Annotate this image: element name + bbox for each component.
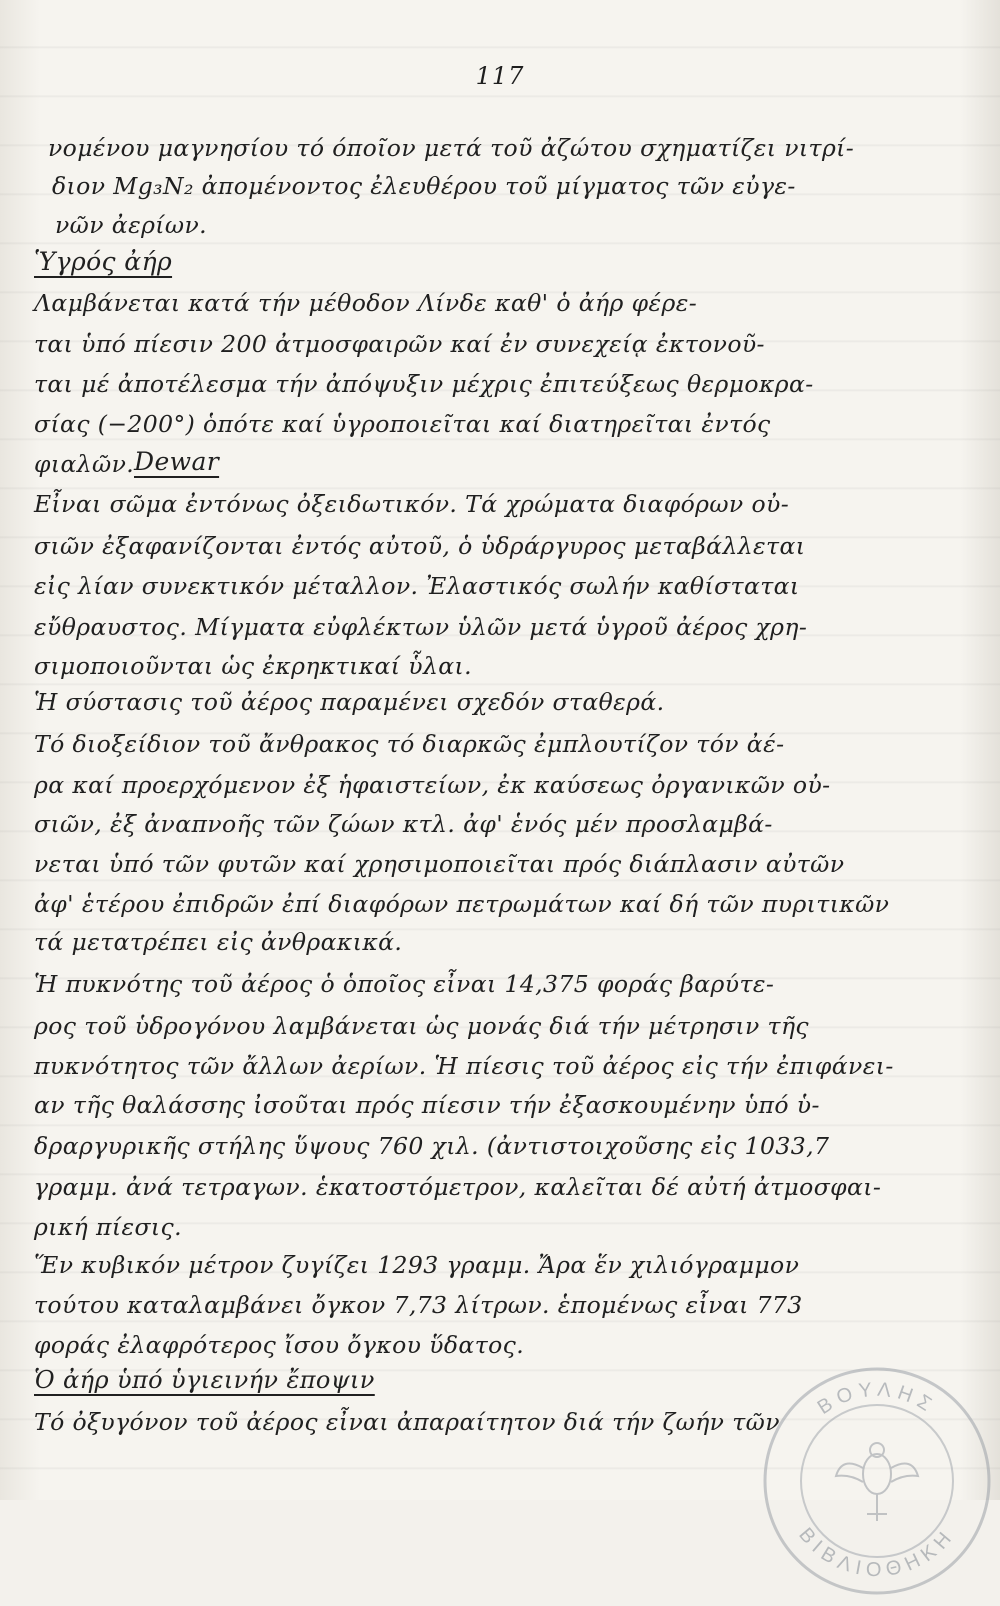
text-line: πυκνότητος τῶν ἄλλων ἀερίων. Ἡ πίεσις τοῦ ἀέρος εἰς τήν ἐπιφάνει- (34, 1052, 894, 1080)
svg-text:ΒΙΒΛΙΟΘΗΚΗ (794, 1524, 959, 1581)
text-line: τά μετατρέπει εἰς ἀνθρακικά. (34, 928, 403, 956)
text-line: Λαμβάνεται κατά τήν μέθοδον Λίνδε καθ' ὁ ἀήρ φέρε- (34, 289, 698, 317)
library-stamp (752, 1356, 1000, 1606)
text-line: σίας (−200°) ὁπότε καί ὑγροποιεῖται καί διατηρεῖται ἐντός (34, 410, 771, 438)
text-line: ρος τοῦ ὑδρογόνου λαμβάνεται ὡς μονάς διά τήν μέτρησιν τῆς (34, 1012, 809, 1040)
text-line: δραργυρικῆς στήλης ὕψους 760 χιλ. (ἀντιστοιχοῦσης εἰς 1033,7 (34, 1132, 830, 1160)
text-line: Τό διοξείδιον τοῦ ἄνθρακος τό διαρκῶς ἐμπλουτίζον τόν ἀέ- (34, 730, 785, 758)
text-line: νεται ὑπό τῶν φυτῶν καί χρησιμοποιεῖται πρός διάπλασιν αὐτῶν (34, 850, 845, 878)
text-line: τούτου καταλαμβάνει ὄγκον 7,73 λίτρων. ἑπομένως εἶναι 773 (34, 1291, 803, 1319)
text-line: Ἡ σύστασις τοῦ ἀέρος παραμένει σχεδόν σταθερά. (34, 688, 665, 716)
section-heading: Dewar (134, 447, 220, 476)
text-line: γραμμ. ἀνά τετραγων. ἑκατοστόμετρον, καλεῖται δέ αὐτή ἀτμοσφαι- (34, 1173, 882, 1201)
text-line: ται μέ ἀποτέλεσμα τήν ἀπόψυξιν μέχρις ἐπιτεύξεως θερμοκρα- (34, 370, 814, 398)
text-line: νῶν ἀερίων. (55, 211, 208, 239)
text-line: Εἶναι σῶμα ἐντόνως ὀξειδωτικόν. Τά χρώματα διαφόρων οὐ- (34, 490, 790, 518)
stamp-top-text: ΒΟΥΛΗΣ (813, 1378, 941, 1419)
text-line: εὔθραυστος. Μίγματα εὐφλέκτων ὑλῶν μετά ὑγροῦ ἀέρος χρη- (34, 613, 808, 641)
text-line: σιμοποιοῦνται ὡς ἐκρηκτικαί ὗλαι. (34, 652, 472, 680)
text-line: Ἕν κυβικόν μέτρον ζυγίζει 1293 γραμμ. Ἄρα ἕν χιλιόγραμμον (34, 1251, 800, 1279)
text-line: ται ὑπό πίεσιν 200 ἀτμοσφαιρῶν καί ἐν συνεχείᾳ ἐκτονοῦ- (34, 330, 765, 358)
text-line: Τό ὀξυγόνον τοῦ ἀέρος εἶναι ἀπαραίτητον διά τήν ζωήν τῶν (34, 1408, 780, 1436)
stamp-bottom-text: ΒΙΒΛΙΟΘΗΚΗ (794, 1523, 960, 1582)
text-line: ρα καί προερχόμενον ἐξ ἡφαιστείων, ἐκ καύσεως ὀργανικῶν οὐ- (34, 771, 831, 799)
text-line: αν τῆς θαλάσσης ἰσοῦται πρός πίεσιν τήν ἐξασκουμένην ὑπό ὑ- (34, 1091, 820, 1119)
text-line: σιῶν, ἐξ ἀναπνοῆς τῶν ζώων κτλ. ἀφ' ἑνός μέν προσλαμβά- (34, 810, 773, 838)
text-line: νομένου μαγνησίου τό όποῖον μετά τοῦ ἀζώτου σχηματίζει νιτρί- (48, 134, 855, 162)
text-line: Ἡ πυκνότης τοῦ ἀέρος ὁ ὁποῖος εἶναι 14,375 φοράς βαρύτε- (34, 970, 775, 998)
text-line: φιαλῶν. (34, 450, 135, 478)
text-line: φοράς ἐλαφρότερος ἴσου ὄγκου ὕδατος. (34, 1331, 525, 1359)
text-line: ρική πίεσις. (34, 1213, 182, 1241)
page-number: 117 (475, 62, 525, 90)
text-line: ἀφ' ἑτέρου ἐπιδρῶν ἐπί διαφόρων πετρωμάτων καί δή τῶν πυριτικῶν (34, 890, 890, 918)
stamp-emblem-icon (836, 1443, 918, 1521)
section-heading: Ὁ ἀήρ ὑπό ὑγιεινήν ἔποψιν (34, 1366, 375, 1394)
svg-text:ΒΟΥΛΗΣ (814, 1379, 941, 1419)
text-line: σιῶν ἐξαφανίζονται ἐντός αὐτοῦ, ὁ ὑδράργυρος μεταβάλλεται (34, 532, 806, 560)
section-heading: Ὑγρός ἀήρ (34, 247, 173, 276)
text-line: εἰς λίαν συνεκτικόν μέταλλον. Ἐλαστικός σωλήν καθίσταται (34, 572, 800, 600)
text-line: διον Mg₃N₂ ἀπομένοντος ἐλευθέρου τοῦ μίγματος τῶν εὐγε- (52, 172, 796, 200)
